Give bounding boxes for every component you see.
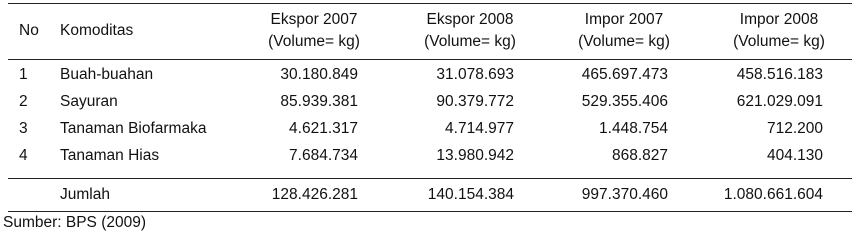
- row-3-no: 3: [19, 120, 28, 137]
- row-3-name: Tanaman Biofarmaka: [60, 120, 207, 137]
- header-impor-2007-line1: Impor 2007: [584, 11, 664, 28]
- row-2-impor-2008: 621.029.091: [736, 93, 823, 110]
- header-ekspor-2008-line1: Ekspor 2008: [426, 11, 514, 28]
- row-4-ekspor-2007: 7.684.734: [289, 147, 358, 164]
- header-bottom-rule: [8, 59, 852, 60]
- header-impor-2007-line2: (Volume= kg): [578, 33, 670, 50]
- header-impor-2007: [564, 9, 684, 53]
- row-2-name: Sayuran: [60, 93, 118, 110]
- row-2-impor-2007: 529.355.406: [581, 93, 668, 110]
- row-4-impor-2007: 868.827: [611, 147, 668, 164]
- row-1-impor-2008: 458.516.183: [736, 66, 823, 83]
- row-1-ekspor-2008: 31.078.693: [436, 66, 514, 83]
- total-label: Jumlah: [60, 186, 110, 203]
- row-3-impor-2007: 1.448.754: [599, 120, 668, 137]
- source-note: Sumber: BPS (2009): [3, 214, 147, 231]
- row-3-impor-2008: 712.200: [766, 120, 823, 137]
- body-bottom-rule: [8, 178, 852, 179]
- header-ekspor-2008-line2: (Volume= kg): [424, 33, 516, 50]
- header-impor-2008-line1: Impor 2008: [739, 11, 819, 28]
- row-2-ekspor-2007: 85.939.381: [280, 93, 358, 110]
- row-2-ekspor-2008: 90.379.772: [436, 93, 514, 110]
- row-3-ekspor-2008: 4.714.977: [445, 120, 514, 137]
- header-ekspor-2007-line2: (Volume= kg): [268, 33, 360, 50]
- row-1-no: 1: [19, 66, 28, 83]
- row-2-no: 2: [19, 93, 28, 110]
- row-3-ekspor-2007: 4.621.317: [289, 120, 358, 137]
- row-4-name: Tanaman Hias: [60, 147, 160, 164]
- row-1-impor-2007: 465.697.473: [581, 66, 668, 83]
- header-impor-2008-line2: (Volume= kg): [733, 33, 825, 50]
- row-1-ekspor-2007: 30.180.849: [280, 66, 358, 83]
- header-ekspor-2007: [254, 9, 374, 53]
- row-4-impor-2008: 404.130: [766, 147, 823, 164]
- table-top-rule: [8, 3, 852, 4]
- header-komoditas: Komoditas: [60, 22, 134, 39]
- row-1-name: Buah-buahan: [60, 66, 154, 83]
- header-impor-2008: [719, 9, 839, 53]
- row-4-ekspor-2008: 13.980.942: [436, 147, 514, 164]
- total-ekspor-2007: 128.426.281: [271, 186, 358, 203]
- header-no: No: [19, 22, 39, 39]
- total-impor-2008: 1.080.661.604: [723, 186, 823, 203]
- total-impor-2007: 997.370.460: [581, 186, 668, 203]
- header-ekspor-2007-line1: Ekspor 2007: [270, 11, 358, 28]
- header-ekspor-2008: [410, 9, 530, 53]
- total-ekspor-2008: 140.154.384: [427, 186, 514, 203]
- row-4-no: 4: [19, 147, 28, 164]
